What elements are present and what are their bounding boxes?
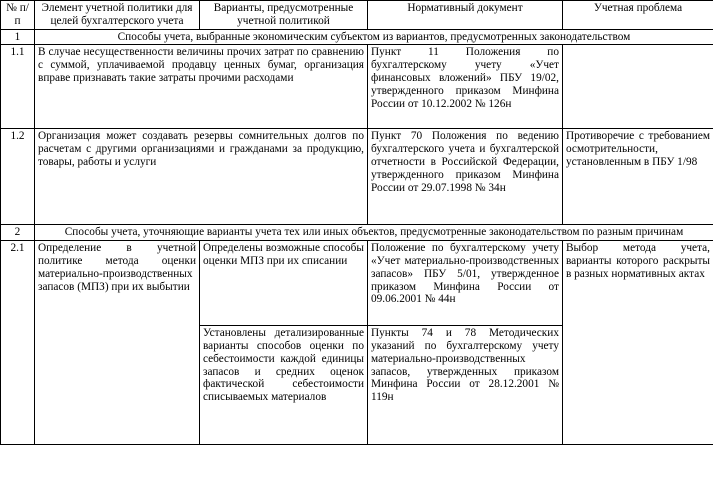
table-row — [1, 241, 713, 326]
row-variant: Определены возможные способы оценки МПЗ при их списании — [200, 241, 368, 326]
section-row — [1, 29, 713, 45]
section-title: Способы учета, уточняющие варианты учета тех или иных объектов, предусмотренные законодательством по разным причинам — [35, 225, 713, 241]
row-element: Организация может создавать резервы сомнительных долгов по расчетам с другими организациями и гражданами за продукцию, товары, работы и услуги — [35, 129, 368, 225]
row-num: 1.1 — [1, 45, 35, 129]
row-element: Определение в учетной политике метода оценки материально-производственных запасов (МПЗ) при их выбытии — [35, 241, 200, 445]
row-problem: Выбор метода учета, варианты которого раскрыты в разных нормативных актах — [563, 241, 713, 445]
header-row — [1, 1, 713, 30]
section-num: 1 — [1, 29, 35, 45]
row-variant: Установлены детализированные варианты способов оценки по себестоимости каждой единицы запасов и средних оценок фактической себестоимости списываемых материалов — [200, 326, 368, 445]
header-num: № п/п — [1, 1, 35, 30]
row-problem: Противоречие с требованием осмотрительности, установленным в ПБУ 1/98 — [563, 129, 713, 225]
section-title: Способы учета, выбранные экономическим субъектом из вариантов, предусмотренных законодательством — [35, 29, 713, 45]
row-normative: Положение по бухгалтерскому учету «Учет материально-производственных запасов» ПБУ 5/01, утвержденное приказом Минфина России от 09.06.2001 № 44н — [368, 241, 563, 326]
header-problem: Учетная проблема — [563, 1, 713, 30]
header-variants: Варианты, предусмотренные учетной политикой — [200, 1, 368, 30]
row-num: 2.1 — [1, 241, 35, 445]
section-num: 2 — [1, 225, 35, 241]
row-problem — [563, 45, 713, 129]
header-normative: Нормативный документ — [368, 1, 563, 30]
row-normative: Пункт 11 Положения по бухгалтерскому учету «Учет финансовых вложений» ПБУ 19/02, утвержденного приказом Минфина России от 10.12.2002 № 126н — [368, 45, 563, 129]
row-normative: Пункт 70 Положения по ведению бухгалтерского учета и бухгалтерской отчетности в Российской Федерации, утвержденного приказом Минфина России от 29.07.1998 № 34н — [368, 129, 563, 225]
header-element: Элемент учетной политики для целей бухгалтерского учета — [35, 1, 200, 30]
row-normative: Пункты 74 и 78 Методических указаний по бухгалтерскому учету материально-производственных запасов, утвержденных приказом Минфина России от 28.12.2001 № 119н — [368, 326, 563, 445]
row-element: В случае несущественности величины прочих затрат по сравнению с суммой, уплачиваемой продавцу ценных бумаг, организация вправе признавать такие затраты прочими расходами — [35, 45, 368, 129]
section-row — [1, 225, 713, 241]
row-num: 1.2 — [1, 129, 35, 225]
table-row — [1, 129, 713, 225]
table-row — [1, 45, 713, 129]
